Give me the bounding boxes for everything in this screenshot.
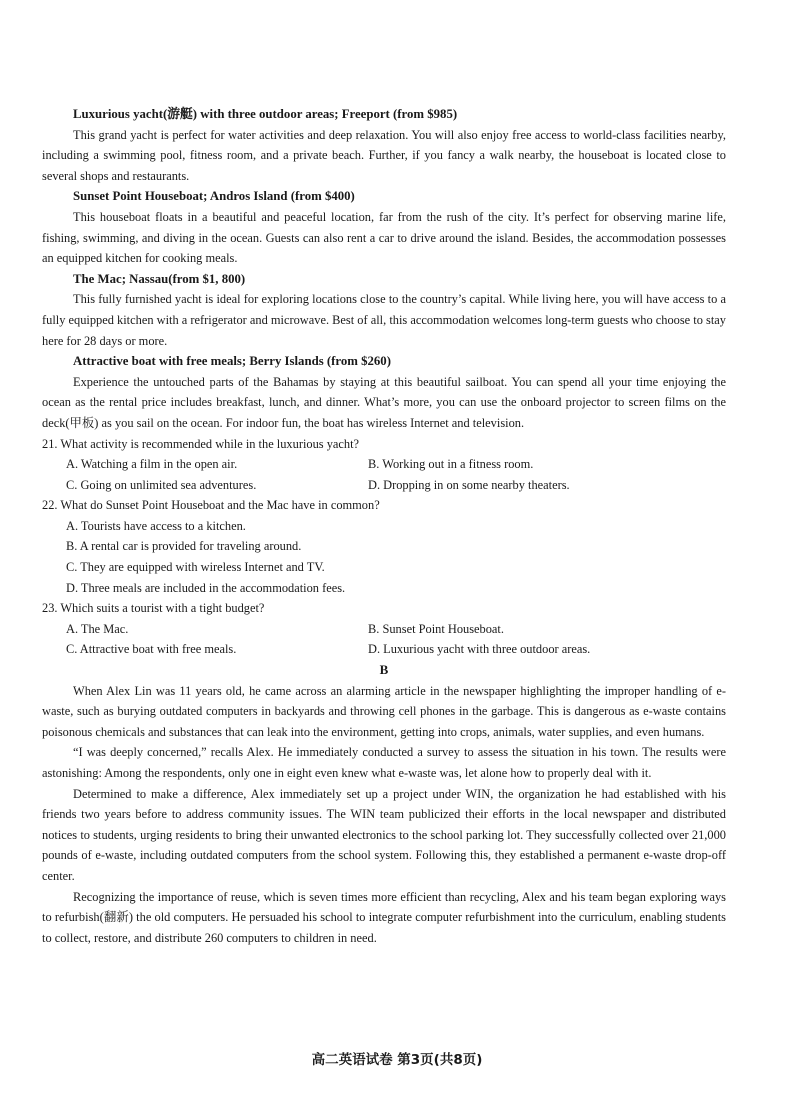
section-a bbox=[42, 104, 726, 434]
option-d: D. Three meals are included in the accommodation fees. bbox=[66, 580, 346, 595]
question-stem: 22. What do Sunset Point Houseboat and the Mac have in common? bbox=[42, 498, 380, 513]
ad-heading-yacht: Luxurious yacht(游艇) with three outdoor areas; Freeport (from $985) bbox=[73, 107, 458, 121]
option-b: B. A rental car is provided for traveling around. bbox=[66, 539, 302, 554]
option-row bbox=[42, 619, 726, 640]
section-b-label: B bbox=[379, 662, 389, 678]
option-a: A. Watching a film in the open air. bbox=[66, 457, 238, 472]
passage-paragraph-1: When Alex Lin was 11 years old, he came across an alarming article in the newspaper highlighting the improper handling of e-waste, such as burying outdated computers in backyards and throwing cell phones in the garbage. This is dangerous as e-waste contains poisonous chemicals and substances that can leak into the environment, getting into crops, animals, water supplies, and even humans. bbox=[42, 683, 726, 739]
ad-body-mac: This fully furnished yacht is ideal for exploring locations close to the country’s capital. While living here, you will have access to a fully equipped kitchen with a refrigerator and microwave. Best of all, this accommodation welcomes long-term guests who choose to stay here for 28 days or more. bbox=[42, 292, 726, 348]
option-row bbox=[42, 454, 726, 475]
option-d: D. Luxurious yacht with three outdoor areas. bbox=[368, 642, 591, 657]
page-footer: 高二英语试卷 第3页(共8页) bbox=[311, 1052, 483, 1068]
question-21 bbox=[42, 434, 726, 496]
section-b bbox=[42, 660, 726, 948]
option-row bbox=[42, 639, 726, 660]
ad-body-yacht: This grand yacht is perfect for water activities and deep relaxation. You will also enjoy free access to world-class facilities nearby, including a swimming pool, fitness room, and a private beach. Further, if you fancy a walk nearby, the houseboat is located close to several shops and restaurants. bbox=[42, 127, 726, 183]
ad-heading-boat: Attractive boat with free meals; Berry Islands (from $260) bbox=[73, 354, 391, 369]
ad-heading-mac: The Mac; Nassau(from $1, 800) bbox=[73, 271, 246, 286]
option-c: C. They are equipped with wireless Internet and TV. bbox=[66, 560, 325, 575]
option-b: B. Sunset Point Houseboat. bbox=[368, 621, 504, 636]
ad-body-houseboat: This houseboat floats in a beautiful and peaceful location, far from the rush of the city. It’s perfect for observing marine life, fishing, swimming, and diving in the ocean. Guests can also rent a car to drive around the island. Besides, the accommodation possesses an equipped kitchen for cooking meals. bbox=[42, 209, 726, 266]
page-content bbox=[42, 104, 726, 948]
ad-heading-houseboat: Sunset Point Houseboat; Andros Island (from $400) bbox=[73, 189, 355, 204]
question-stem: 21. What activity is recommended while in the luxurious yacht? bbox=[42, 436, 360, 451]
option-c: C. Attractive boat with free meals. bbox=[66, 642, 237, 657]
option-a: A. The Mac. bbox=[66, 621, 129, 636]
option-c: C. Going on unlimited sea adventures. bbox=[66, 477, 257, 492]
question-22 bbox=[42, 495, 726, 598]
question-stem: 23. Which suits a tourist with a tight budget? bbox=[42, 601, 265, 616]
option-b: B. Working out in a fitness room. bbox=[368, 457, 534, 472]
ad-body-boat: Experience the untouched parts of the Bahamas by staying at this beautiful sailboat. You can spend all your time enjoying the ocean as the rental price includes breakfast, lunch, and dinner. What’s more, you can use the onboard projector to screen films on the deck(甲板) as you sail on the ocean. For indoor fun, the boat has wireless Internet and television. bbox=[42, 374, 726, 430]
option-d: D. Dropping in on some nearby theaters. bbox=[368, 477, 570, 492]
question-23 bbox=[42, 598, 726, 660]
passage-paragraph-2: “I was deeply concerned,” recalls Alex. He immediately conducted a survey to assess the situation in his town. The results were astonishing: Among the respondents, only one in eight even knew what e-waste was, let alone how to properly deal with it. bbox=[42, 745, 726, 780]
passage-paragraph-4: Recognizing the importance of reuse, which is seven times more efficient than recycling, Alex and his team began exploring ways to refurbish(翻新) the old computers. He persuaded his school to integrate computer refurbishment into the curriculum, enabling students to collect, restore, and distribute 260 computers to children in need. bbox=[42, 889, 726, 945]
option-row bbox=[42, 475, 726, 496]
passage-paragraph-3: Determined to make a difference, Alex immediately set up a project under WIN, the organization he had established with his friends two years before to address community issues. The WIN team publicized their efforts in the local newspaper and distributed notices to students, urging residents to bring their unwanted electronics to the school parking lot. They successfully collected over 21,000 pounds of e-waste, including outdated computers from the school system. Following this, they established a permanent e-waste drop-off center. bbox=[42, 786, 726, 883]
option-a: A. Tourists have access to a kitchen. bbox=[66, 518, 246, 533]
